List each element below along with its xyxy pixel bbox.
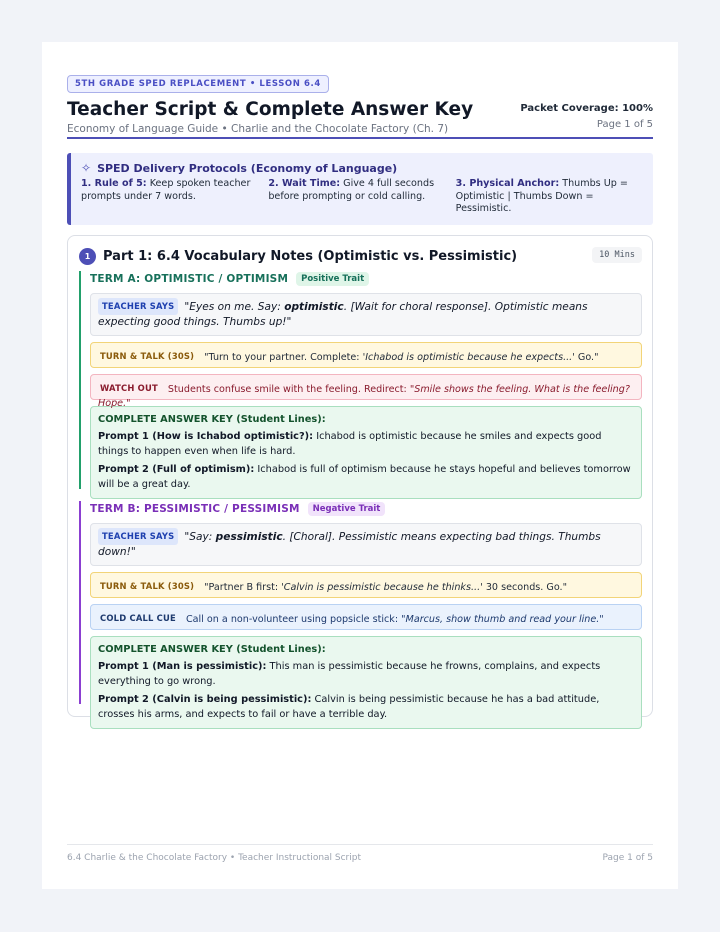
cold-call-label: COLD CALL CUE xyxy=(100,613,176,623)
part-header xyxy=(79,245,642,267)
part-1-section xyxy=(67,235,653,720)
protocol-item xyxy=(268,178,455,216)
vocab-word: optimistic xyxy=(284,301,344,313)
protocol-text: Keep spoken teacher prompts under 7 words. xyxy=(81,178,251,202)
cold-call-box xyxy=(90,604,642,630)
page-title: Teacher Script & Complete Answer Key xyxy=(67,99,474,120)
part-number-badge: 1 xyxy=(79,248,96,265)
answer-key-title: COMPLETE ANSWER KEY (Student Lines): xyxy=(98,644,326,655)
sentence-frame: 'Calvin is pessimistic because he thinks...' xyxy=(281,582,483,593)
turn-text: 30 seconds. Go." xyxy=(482,582,567,593)
protocol-label: 1. Rule of 5: xyxy=(81,178,147,189)
lesson-badge: 5TH GRADE SPED REPLACEMENT • LESSON 6.4 xyxy=(67,75,329,93)
page-content xyxy=(67,71,653,720)
answer-prompt xyxy=(98,659,634,689)
prompt-answer: This man is pessimistic because he frowns, complains, and expects everything to go wrong. xyxy=(98,661,601,687)
protocols-heading xyxy=(81,161,643,175)
cold-call-script: "Marcus, show thumb and read your line." xyxy=(401,614,604,625)
part-title: Part 1: 6.4 Vocabulary Notes (Optimistic vs. Pessimistic) xyxy=(103,248,518,264)
prompt-answer: Ichabod is full of optimism because he stays hopeful and believes tomorrow will be a great day. xyxy=(98,464,631,490)
protocol-item xyxy=(81,178,268,216)
turn-and-talk-box xyxy=(90,342,642,368)
teacher-script: . [Choral]. Pessimistic means expecting bad things. Thumbs down!" xyxy=(98,531,601,558)
sparkle-icon: ✧ xyxy=(81,161,92,175)
page-number: Page 1 of 5 xyxy=(596,119,653,130)
page-subtitle: Economy of Language Guide • Charlie and the Chocolate Factory (Ch. 7) xyxy=(67,123,449,135)
turn-and-talk-label: TURN & TALK (30S) xyxy=(100,351,195,361)
turn-text: "Partner B first: xyxy=(204,582,282,593)
teacher-says-label: TEACHER SAYS xyxy=(98,298,178,315)
time-badge: 10 Mins xyxy=(592,247,642,263)
teacher-says-box xyxy=(90,523,642,566)
term-b xyxy=(79,501,642,720)
protocol-item xyxy=(456,178,643,216)
delivery-protocols xyxy=(67,153,653,225)
prompt-label: Prompt 1 (How is Ichabod optimistic?): xyxy=(98,431,314,442)
teacher-script: . [Wait for choral response]. Optimistic means expecting good things. Thumbs up!" xyxy=(98,301,588,328)
turn-text: "Turn to your partner. Complete: xyxy=(204,352,363,363)
teacher-script: "Say: xyxy=(184,531,216,543)
header xyxy=(67,99,653,139)
prompt-label: Prompt 2 (Calvin is being pessimistic): xyxy=(98,694,312,705)
prompt-label: Prompt 2 (Full of optimism): xyxy=(98,464,255,475)
answer-key-box xyxy=(90,636,642,729)
term-name: TERM B: PESSIMISTIC / PESSIMISM xyxy=(90,503,300,515)
cold-call-text: Call on a non-volunteer using popsicle stick: xyxy=(185,614,402,625)
document-page xyxy=(42,42,678,889)
teacher-says-label: TEACHER SAYS xyxy=(98,528,178,545)
prompt-answer: Calvin is being pessimistic because he has a bad attitude, crosses his arms, and expects to fail or have a terrible day. xyxy=(98,694,600,720)
protocol-label: 2. Wait Time: xyxy=(268,178,341,189)
prompt-answer: Ichabod is optimistic because he smiles and expects good things to happen even when life is hard. xyxy=(98,431,602,457)
page-footer xyxy=(67,844,653,864)
turn-and-talk-label: TURN & TALK (30S) xyxy=(100,581,195,591)
protocol-list xyxy=(81,178,643,216)
protocol-label: 3. Physical Anchor: xyxy=(455,178,560,189)
watch-out-label: WATCH OUT xyxy=(100,383,158,393)
prompt-label: Prompt 1 (Man is pessimistic): xyxy=(98,661,267,672)
sentence-frame: 'Ichabod is optimistic because he expects...' xyxy=(362,352,575,363)
teacher-script: "Eyes on me. Say: xyxy=(184,301,285,313)
protocol-text: Thumbs Up = Optimistic | Thumbs Down = Pessimistic. xyxy=(455,178,628,215)
answer-key-title: COMPLETE ANSWER KEY (Student Lines): xyxy=(98,414,326,425)
turn-text: Go." xyxy=(574,352,599,363)
watch-text: Students confuse smile with the feeling. Redirect: xyxy=(167,384,410,395)
trait-badge: Positive Trait xyxy=(296,272,369,286)
term-name: TERM A: OPTIMISTIC / OPTIMISM xyxy=(90,273,289,285)
redirect-text: "Smile shows the feeling. What is the feeling? Hope." xyxy=(98,384,630,409)
trait-badge: Negative Trait xyxy=(308,502,386,516)
answer-key-box xyxy=(90,406,642,499)
footer-left: 6.4 Charlie & the Chocolate Factory • Teacher Instructional Script xyxy=(67,853,362,863)
teacher-says-box xyxy=(90,293,642,336)
watch-out-box xyxy=(90,374,642,409)
answer-prompt xyxy=(98,462,634,492)
protocols-title: SPED Delivery Protocols (Economy of Language) xyxy=(97,161,398,175)
term-a xyxy=(79,271,642,489)
footer-page-number: Page 1 of 5 xyxy=(602,853,653,863)
term-header xyxy=(90,501,642,517)
answer-prompt xyxy=(98,429,634,459)
vocab-word: pessimistic xyxy=(215,531,283,543)
turn-and-talk-box xyxy=(90,572,642,598)
packet-coverage: Packet Coverage: 100% xyxy=(520,103,653,114)
term-header xyxy=(90,271,642,287)
answer-prompt xyxy=(98,692,634,722)
protocol-text: Give 4 full seconds before prompting or cold calling. xyxy=(268,178,435,202)
